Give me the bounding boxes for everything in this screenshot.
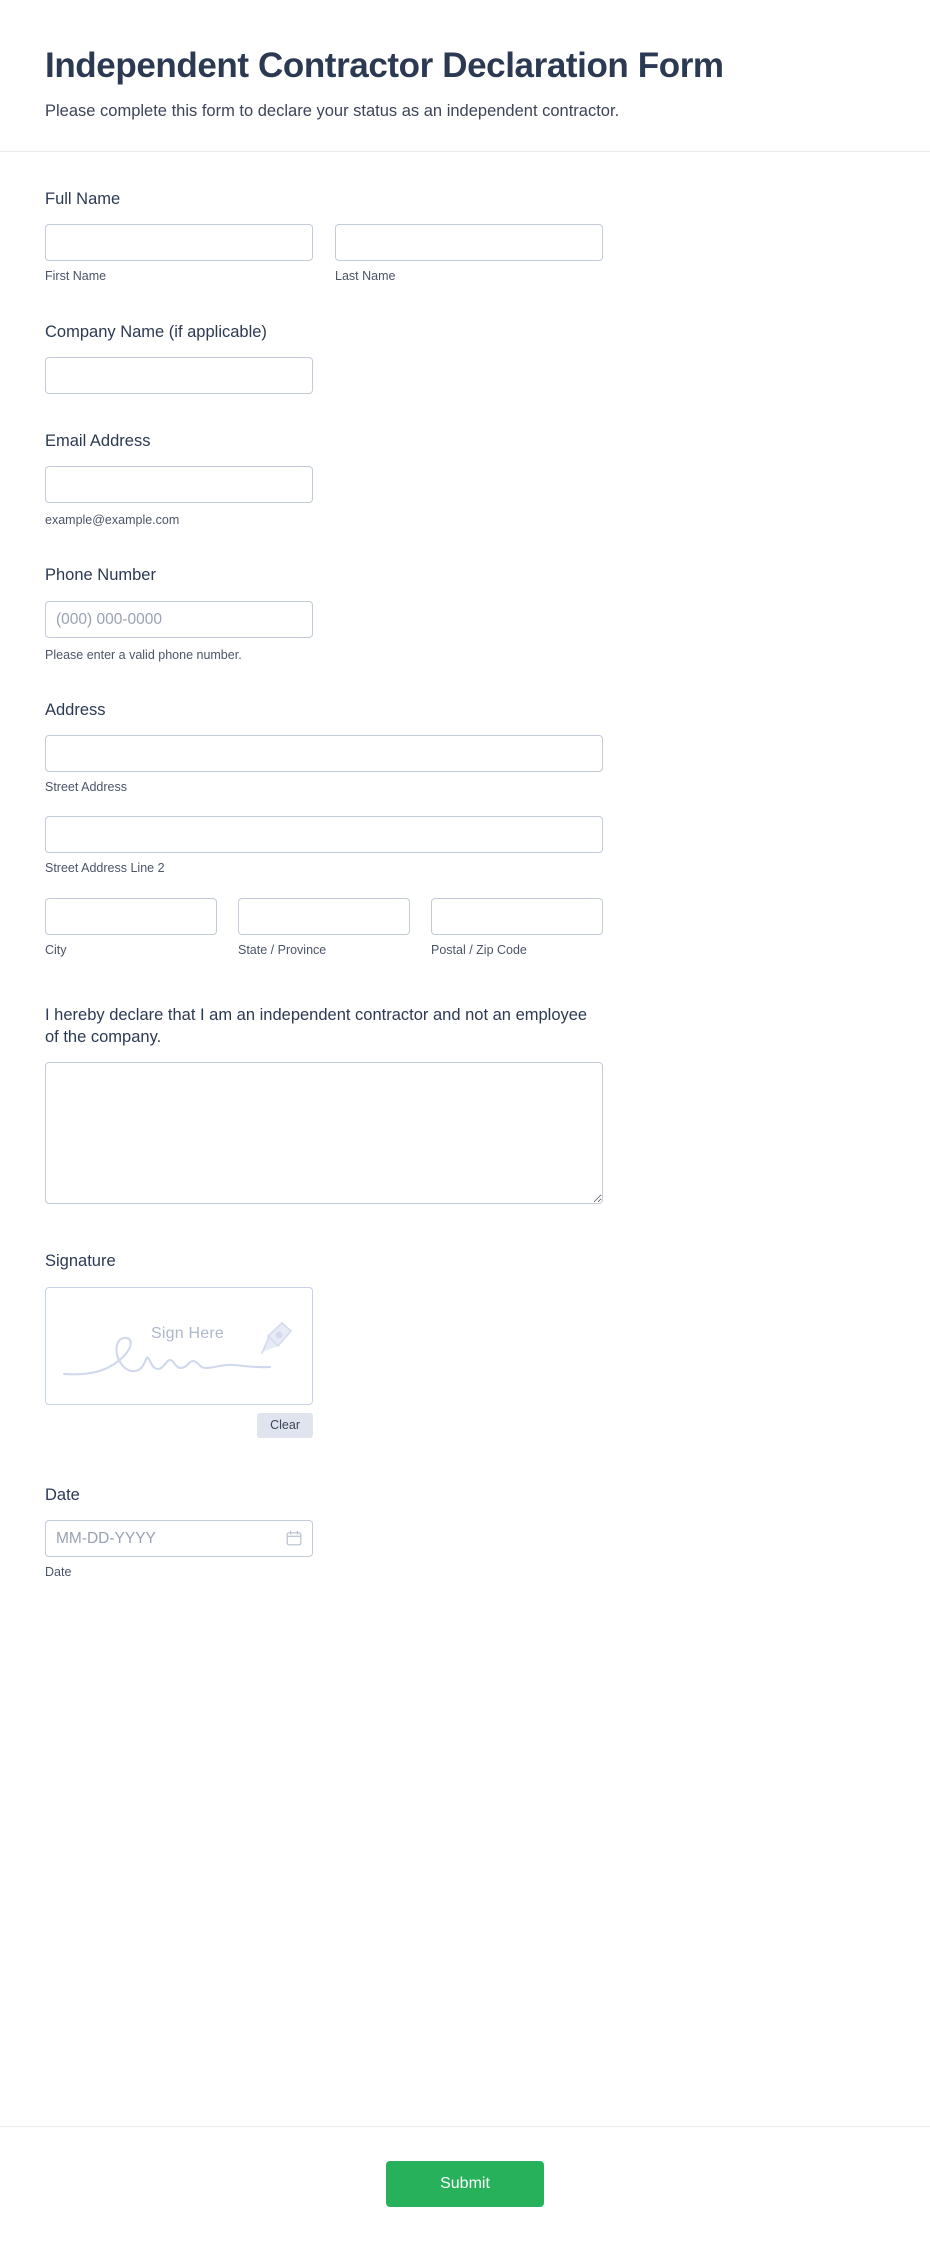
phone-cell (45, 601, 313, 638)
email-input[interactable] (45, 466, 313, 503)
clear-signature-button[interactable]: Clear (257, 1413, 313, 1438)
street-address-sublabel: Street Address (45, 780, 127, 795)
phone-label: Phone Number (45, 566, 156, 585)
field-signature (45, 1250, 885, 1437)
zip-cell (431, 898, 603, 958)
street-address-2-sublabel: Street Address Line 2 (45, 861, 165, 876)
form-footer (0, 2126, 930, 2251)
date-label: Date (45, 1485, 80, 1504)
phone-hint: Please enter a valid phone number. (45, 647, 242, 662)
phone-input[interactable] (45, 601, 313, 638)
field-email (45, 430, 885, 529)
first-name-sublabel: First Name (45, 269, 107, 284)
state-sublabel: State / Province (238, 942, 327, 957)
first-name-cell (45, 224, 313, 284)
full-name-row (45, 224, 885, 284)
spacer (217, 898, 238, 958)
signature-label: Signature (45, 1252, 116, 1271)
sign-here-text: Sign Here (151, 1324, 224, 1342)
pen-icon (258, 1320, 298, 1358)
last-name-cell (335, 224, 603, 284)
company-name-cell (45, 357, 313, 394)
city-state-zip-row (45, 898, 885, 958)
zip-sublabel: Postal / Zip Code (431, 942, 527, 957)
address-label: Address (45, 700, 106, 719)
signature-wrapper (45, 1287, 313, 1438)
field-phone (45, 564, 885, 663)
field-declaration (45, 1004, 885, 1205)
email-cell (45, 466, 313, 503)
date-input[interactable] (45, 1520, 313, 1557)
spacer (410, 898, 431, 958)
date-input-wrapper (45, 1520, 313, 1557)
page-subtitle: Please complete this form to declare your status as an independent contractor. (45, 102, 620, 120)
email-hint: example@example.com (45, 513, 180, 528)
form-header (0, 0, 930, 152)
street-address-2-cell (45, 816, 603, 876)
company-name-input[interactable] (45, 357, 313, 394)
field-company-name (45, 321, 885, 394)
page-title: Independent Contractor Declaration Form (45, 46, 724, 85)
zip-input[interactable] (431, 898, 603, 935)
spacer (313, 224, 335, 284)
first-name-input[interactable] (45, 224, 313, 261)
declaration-label: I hereby declare that I am an independent contractor and not an employee of the company. (45, 1005, 588, 1047)
street-address-2-input[interactable] (45, 816, 603, 853)
submit-button[interactable]: Submit (386, 2161, 544, 2207)
field-full-name (45, 188, 885, 285)
state-input[interactable] (238, 898, 410, 935)
signature-scribble-icon (62, 1334, 272, 1382)
declaration-textarea[interactable] (45, 1062, 603, 1204)
signature-actions (45, 1413, 313, 1438)
signature-pad[interactable] (45, 1287, 313, 1405)
last-name-sublabel: Last Name (335, 269, 396, 284)
street-address-cell (45, 735, 603, 795)
street-address-input[interactable] (45, 735, 603, 772)
field-date (45, 1484, 885, 1581)
company-name-label: Company Name (if applicable) (45, 322, 267, 341)
city-sublabel: City (45, 942, 67, 957)
date-sublabel: Date (45, 1564, 72, 1579)
form-body (0, 152, 930, 2096)
last-name-input[interactable] (335, 224, 603, 261)
full-name-label: Full Name (45, 190, 121, 209)
city-cell (45, 898, 217, 958)
state-cell (238, 898, 410, 958)
city-input[interactable] (45, 898, 217, 935)
email-label: Email Address (45, 431, 151, 450)
field-address (45, 699, 885, 958)
